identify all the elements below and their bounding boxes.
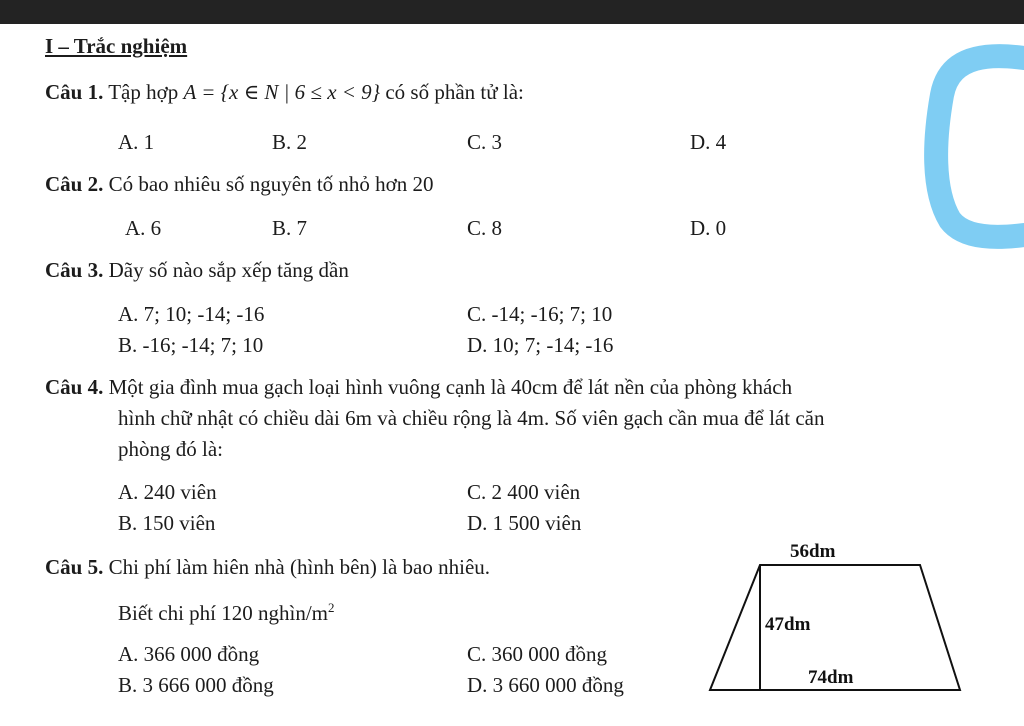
q4-option-d[interactable]: D. 1 500 viên [467, 511, 582, 535]
blue-arc-stroke [936, 56, 1024, 237]
figure-top-label: 56dm [790, 541, 836, 562]
question-5 [45, 555, 490, 579]
q3-option-a[interactable]: A. 7; 10; -14; -16 [118, 302, 265, 326]
question-1-label: Câu 1. [45, 80, 104, 104]
question-3 [45, 258, 349, 282]
section-title: I – Trắc nghiệm [45, 34, 188, 58]
question-5-text: Chi phí làm hiên nhà (hình bên) là bao nhiêu. [108, 555, 491, 579]
q3-option-d[interactable]: D. 10; 7; -14; -16 [467, 333, 614, 357]
question-3-text: Dãy số nào sắp xếp tăng dần [108, 258, 349, 282]
question-2-label: Câu 2. [45, 172, 104, 196]
question-4 [45, 375, 792, 399]
question-4-label: Câu 4. [45, 375, 104, 399]
q5-option-c[interactable]: C. 360 000 đồng [467, 642, 608, 666]
q1-option-a[interactable]: A. 1 [118, 130, 155, 154]
q3-option-b[interactable]: B. -16; -14; 7; 10 [118, 333, 264, 357]
top-bar [0, 0, 1024, 24]
q4-option-c[interactable]: C. 2 400 viên [467, 480, 581, 504]
q2-option-d[interactable]: D. 0 [690, 216, 727, 240]
question-1-text-after: có số phần tử là: [385, 80, 524, 104]
q1-option-d[interactable]: D. 4 [690, 130, 727, 154]
figure-bottom-label: 74dm [808, 667, 854, 688]
question-2-text: Có bao nhiêu số nguyên tố nhỏ hơn 20 [108, 172, 434, 196]
question-4-line-1: Một gia đình mua gạch loại hình vuông cạnh là 40cm để lát nền của phòng khách [108, 375, 793, 399]
question-1-text-before: Tập hợp [108, 80, 184, 104]
q2-option-c[interactable]: C. 8 [467, 216, 503, 240]
question-5-label: Câu 5. [45, 555, 104, 579]
q1-option-b[interactable]: B. 2 [272, 130, 308, 154]
q5-option-d[interactable]: D. 3 660 000 đồng [467, 673, 624, 697]
question-1-formula: A = {x ∈ N | 6 ≤ x < 9} [183, 80, 381, 104]
q4-option-a[interactable]: A. 240 viên [118, 480, 217, 504]
trapezoid-figure [700, 535, 970, 695]
q3-option-c[interactable]: C. -14; -16; 7; 10 [467, 302, 613, 326]
q4-option-b[interactable]: B. 150 viên [118, 511, 216, 535]
blue-arc-decoration [920, 40, 1024, 250]
question-5-note-superscript: 2 [328, 600, 335, 615]
q1-option-c[interactable]: C. 3 [467, 130, 503, 154]
q2-option-b[interactable]: B. 7 [272, 216, 308, 240]
question-1 [45, 80, 524, 104]
q5-option-b[interactable]: B. 3 666 000 đồng [118, 673, 274, 697]
q2-option-a[interactable]: A. 6 [125, 216, 162, 240]
question-4-line-2: hình chữ nhật có chiều dài 6m và chiều rộng là 4m. Số viên gạch cần mua để lát căn [118, 406, 825, 430]
question-4-line-3: phòng đó là: [118, 437, 223, 461]
q5-option-a[interactable]: A. 366 000 đồng [118, 642, 260, 666]
question-2 [45, 172, 434, 196]
question-5-note-text: Biết chi phí 120 nghìn/m [118, 601, 328, 625]
question-5-note [118, 596, 335, 625]
figure-height-label: 47dm [765, 614, 811, 635]
question-3-label: Câu 3. [45, 258, 104, 282]
